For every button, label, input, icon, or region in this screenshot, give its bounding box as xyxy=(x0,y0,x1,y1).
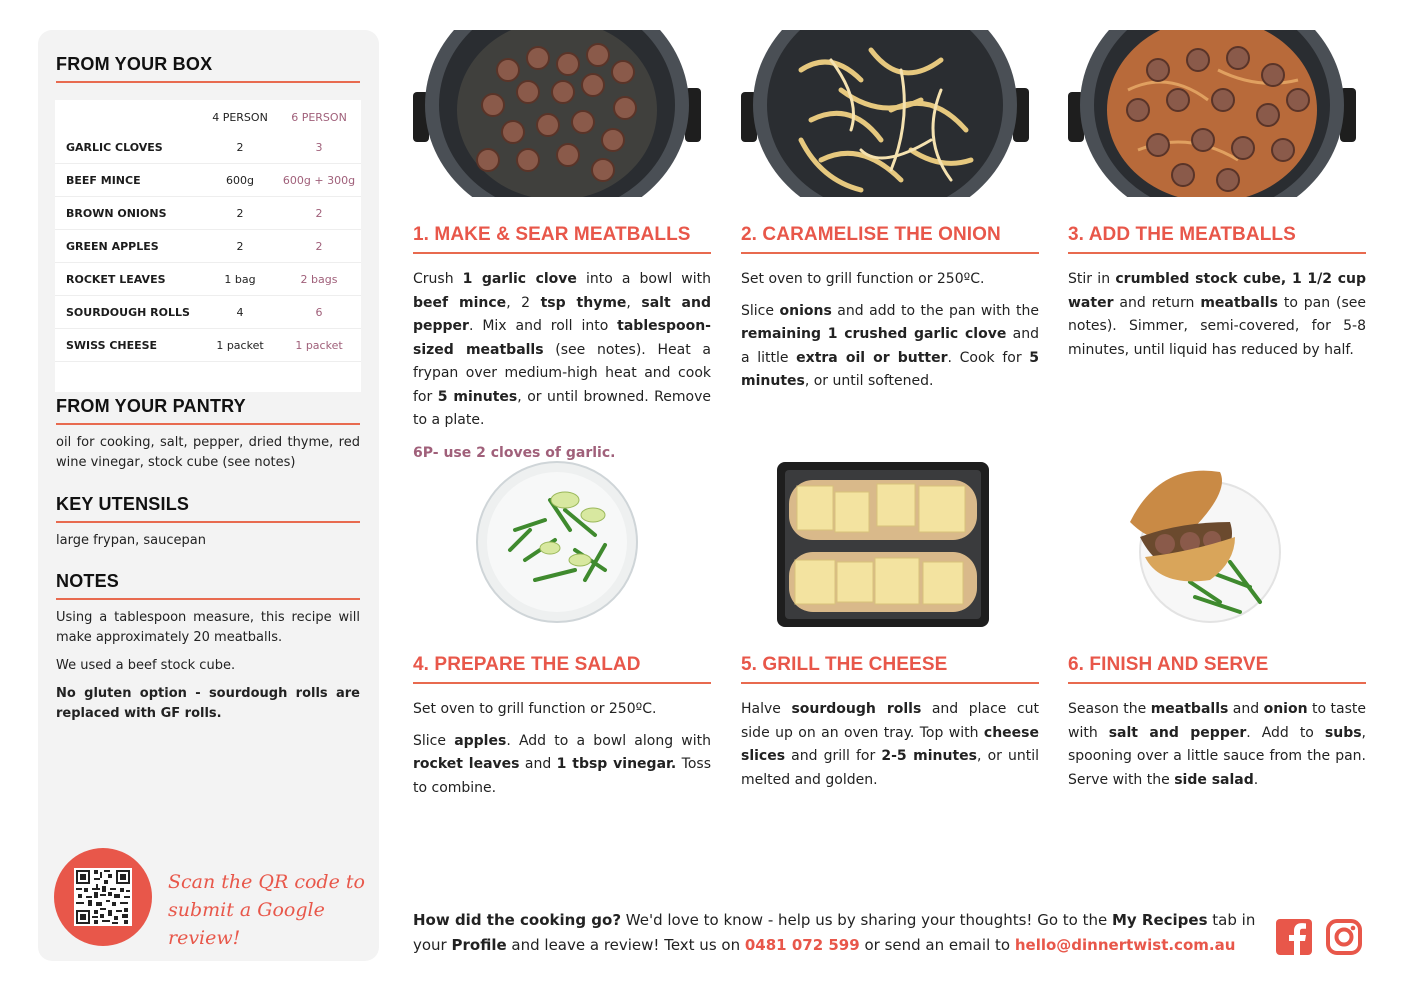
notes-title: NOTES xyxy=(56,571,360,600)
table-row xyxy=(55,329,361,362)
facebook-icon[interactable] xyxy=(1275,918,1313,956)
step-body: Stir in crumbled stock cube, 1 1/2 cup water and return meatballs to pan (see notes). Simmer, semi-covered, for 5-8 minutes, until liquid has reduced by half. xyxy=(1068,271,1366,358)
qr-code-icon[interactable] xyxy=(74,868,132,926)
from-your-box-section xyxy=(56,54,360,83)
step-body: Season the meatballs and onion to taste with salt and pepper. Add to subs, spooning over a little sauce from the pan. Serve with the side salad. xyxy=(1068,701,1366,788)
utensils-text: large frypan, saucepan xyxy=(56,533,206,548)
table-row xyxy=(55,230,361,263)
qty-4: 4 xyxy=(203,296,277,329)
pantry-title: FROM YOUR PANTRY xyxy=(56,396,360,425)
ingredient-name: GARLIC CLOVES xyxy=(55,131,203,164)
qty-6: 2 bags xyxy=(277,263,361,296)
footer-text: and leave a review! Text us on xyxy=(506,936,745,954)
note-line: We used a beef stock cube. xyxy=(56,658,236,673)
note-line: No gluten option - sourdough rolls are replaced with GF rolls. xyxy=(56,686,360,721)
ingredient-name: BROWN ONIONS xyxy=(55,197,203,230)
step-title: 1. MAKE & SEAR MEATBALLS xyxy=(413,224,711,254)
step-2 xyxy=(741,224,1039,402)
pantry-section xyxy=(56,396,360,473)
pantry-text: oil for cooking, salt, pepper, dried thyme, red wine vinegar, stock cube (see notes) xyxy=(56,435,360,470)
qty-4: 1 packet xyxy=(203,329,277,362)
footer-text: We'd love to know - help us by sharing your thoughts! Go to the xyxy=(621,911,1112,929)
finished-sub-photo xyxy=(1120,462,1282,624)
footer-question: How did the cooking go? xyxy=(413,911,622,929)
qty-4: 600g xyxy=(203,164,277,197)
utensils-title: KEY UTENSILS xyxy=(56,494,360,523)
qty-6: 3 xyxy=(277,131,361,164)
qty-4: 2 xyxy=(203,230,277,263)
cheese-tray-photo xyxy=(777,462,989,627)
salad-bowl-photo xyxy=(475,460,639,624)
qr-caption-line: Scan the QR code to xyxy=(168,871,365,893)
qty-6: 6 xyxy=(277,296,361,329)
table-row xyxy=(55,263,361,296)
table-row xyxy=(55,164,361,197)
footer-text: tab in your xyxy=(413,911,1256,954)
ingredient-name: SOURDOUGH ROLLS xyxy=(55,296,203,329)
ingredients-table xyxy=(55,100,361,392)
step-1 xyxy=(413,224,711,461)
six-person-note: 6P- use 2 cloves of garlic. xyxy=(413,444,616,461)
qr-code-badge[interactable] xyxy=(54,848,152,946)
step-title: 2. CARAMELISE THE ONION xyxy=(741,224,1039,254)
qty-4: 1 bag xyxy=(203,263,277,296)
step-4 xyxy=(413,654,711,808)
step-title: 5. GRILL THE CHEESE xyxy=(741,654,1039,684)
meatballs-in-sauce-photo xyxy=(1068,30,1356,197)
instagram-icon[interactable] xyxy=(1325,918,1363,956)
step-3 xyxy=(1068,224,1366,370)
email-link[interactable]: hello@dinnertwist.com.au xyxy=(1014,936,1236,954)
step-6 xyxy=(1068,654,1366,800)
step-body: Set oven to grill function or 250ºC. Slice onions and add to the pan with the remaining 1 crushed garlic clove and a little extra oil or butter. Cook for 5 minutes, or until softened. xyxy=(741,271,1040,389)
qty-4: 2 xyxy=(203,131,277,164)
ingredient-name: BEEF MINCE xyxy=(55,164,203,197)
profile-link[interactable]: Profile xyxy=(451,936,507,954)
table-row xyxy=(55,131,361,164)
utensils-section xyxy=(56,494,360,551)
col-6-person: 6 PERSON xyxy=(291,110,347,124)
step-body: Crush 1 garlic clove into a bowl with beef mince, 2 tsp thyme, salt and pepper. Mix and roll into tablespoon-sized meatballs (see notes). Heat a frypan over medium-high heat and cook for 5 minutes, or until browned. Remove to a plate. xyxy=(413,271,711,428)
note-line: Using a tablespoon measure, this recipe will make approximately 20 meatballs. xyxy=(56,610,360,645)
qty-4: 2 xyxy=(203,197,277,230)
qr-caption xyxy=(168,868,368,952)
notes-text xyxy=(56,608,360,724)
footer-text: or send an email to xyxy=(859,936,1015,954)
step-title: 4. PREPARE THE SALAD xyxy=(413,654,711,684)
from-your-box-title: FROM YOUR BOX xyxy=(56,54,360,83)
col-4-person: 4 PERSON xyxy=(212,110,268,124)
ingredient-name: ROCKET LEAVES xyxy=(55,263,203,296)
qty-6: 600g + 300g xyxy=(277,164,361,197)
caramelised-onion-photo xyxy=(741,30,1029,197)
feedback-footer xyxy=(413,908,1263,958)
qty-6: 2 xyxy=(277,197,361,230)
step-title: 6. FINISH AND SERVE xyxy=(1068,654,1366,684)
step-title: 3. ADD THE MEATBALLS xyxy=(1068,224,1366,254)
sidebar xyxy=(38,30,379,961)
table-row xyxy=(55,296,361,329)
step-body: Set oven to grill function or 250ºC. Slice apples. Add to a bowl along with rocket leaves and 1 tbsp vinegar. Toss to combine. xyxy=(413,701,711,796)
ingredient-name: GREEN APPLES xyxy=(55,230,203,263)
notes-section xyxy=(56,571,360,732)
phone-link[interactable]: 0481 072 599 xyxy=(744,936,860,954)
qty-6: 1 packet xyxy=(277,329,361,362)
meatballs-pan-photo xyxy=(413,30,701,197)
step-body: Halve sourdough rolls and place cut side up on an oven tray. Top with cheese slices and grill for 2-5 minutes, or until melted and golden. xyxy=(741,701,1039,788)
my-recipes-link[interactable]: My Recipes xyxy=(1111,911,1208,929)
ingredient-name: SWISS CHEESE xyxy=(55,329,203,362)
qty-6: 2 xyxy=(277,230,361,263)
table-row xyxy=(55,197,361,230)
step-5 xyxy=(741,654,1039,800)
qr-caption-line: submit a Google review! xyxy=(168,899,325,949)
